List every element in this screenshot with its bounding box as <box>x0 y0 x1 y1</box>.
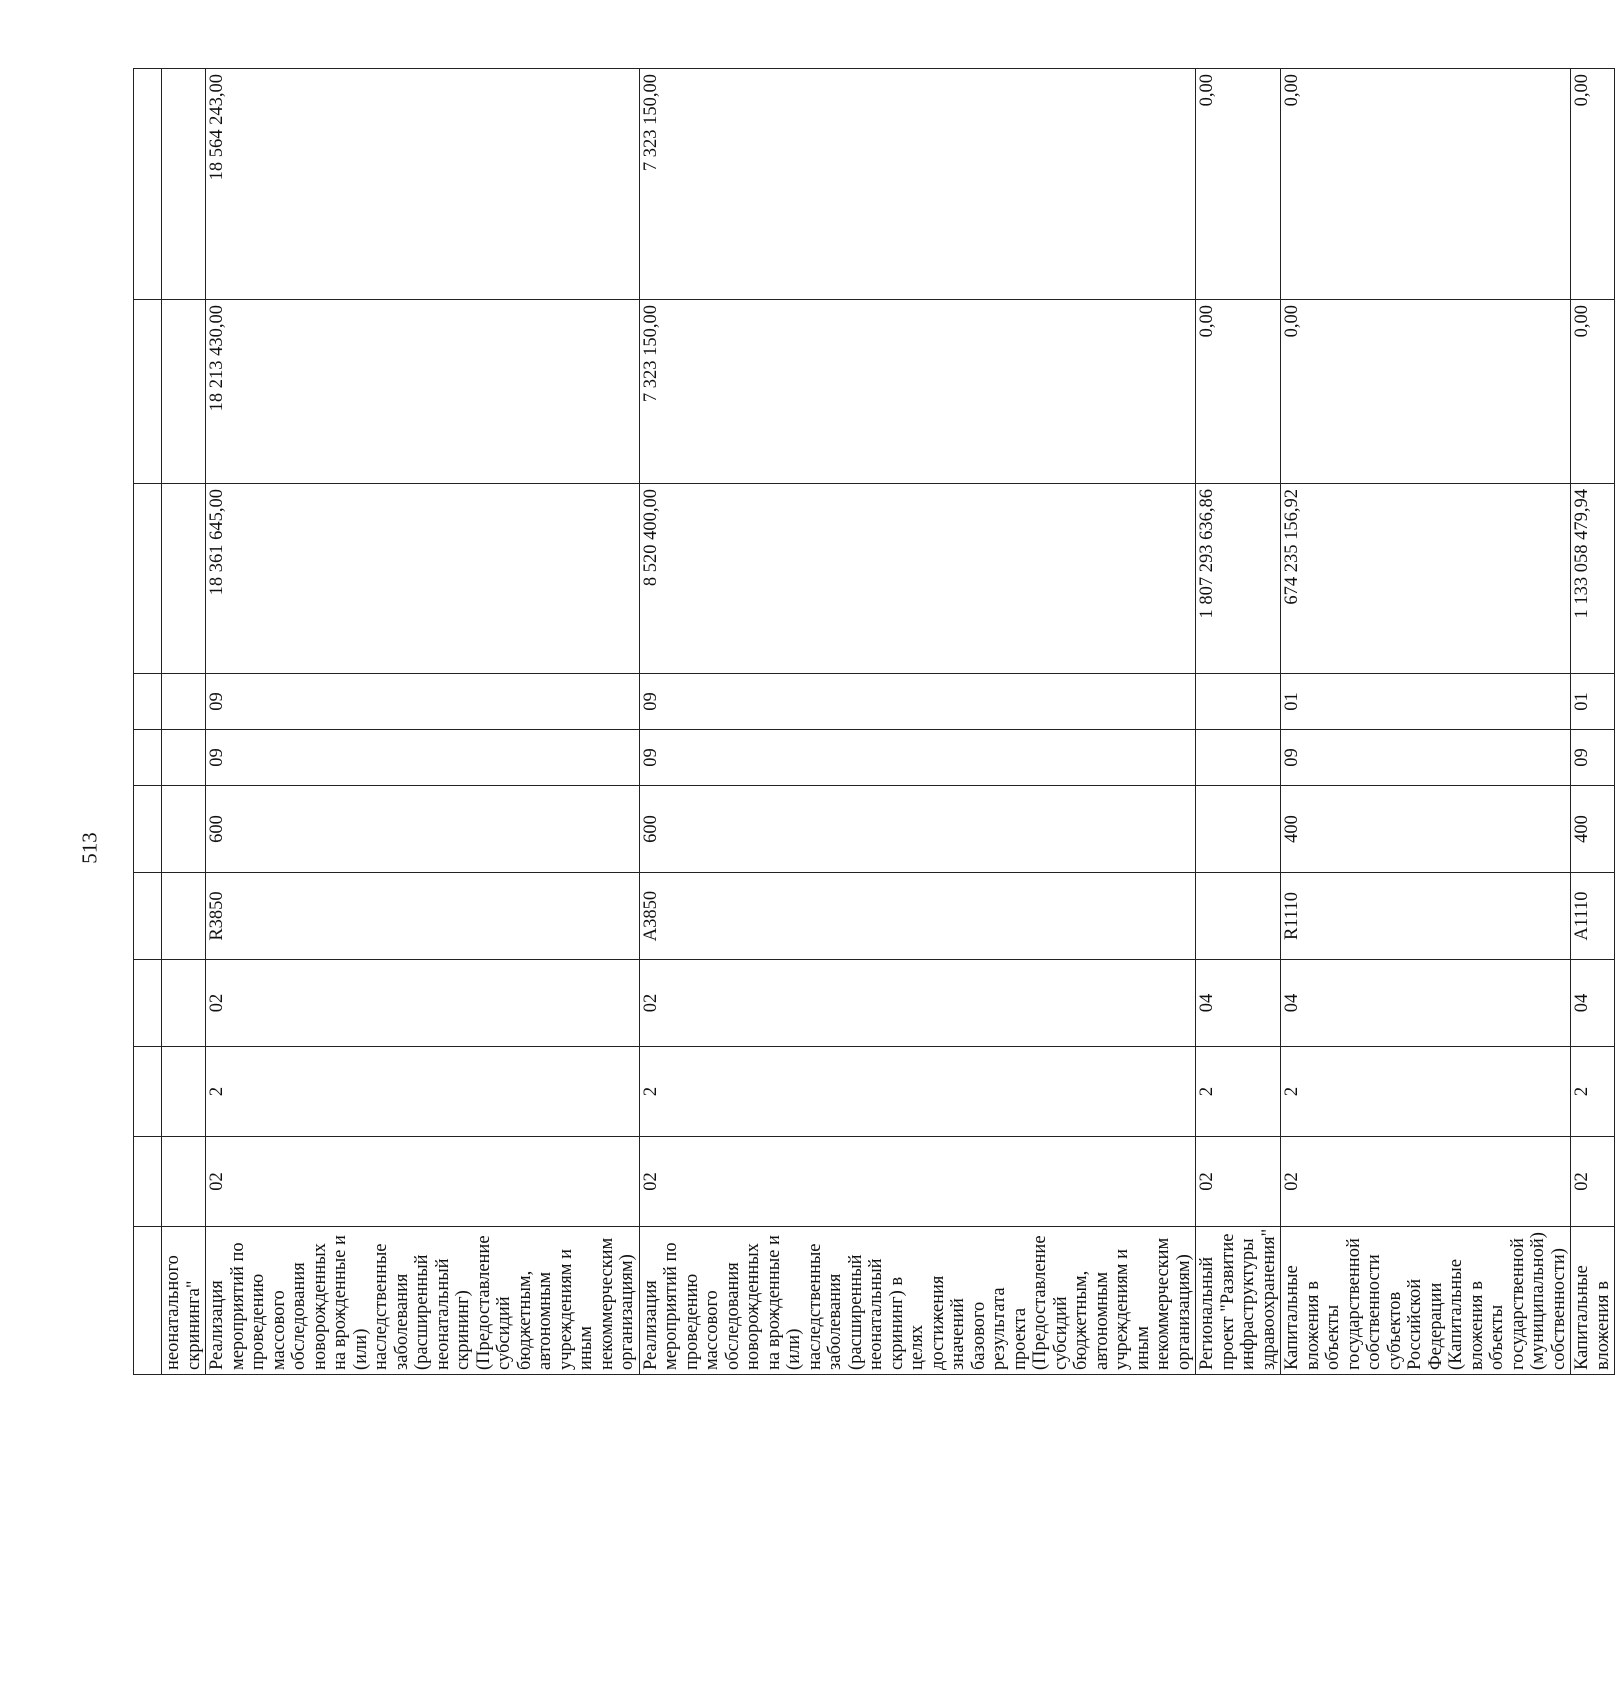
amount-cell: 1 133 058 479,94 <box>1571 484 1615 674</box>
code-cell: 09 <box>639 674 1196 730</box>
code-cell: 2 <box>206 1047 640 1137</box>
header-cell <box>134 1227 162 1375</box>
header-cell <box>134 786 162 873</box>
code-cell: А3850 <box>639 873 1196 960</box>
header-cell <box>134 730 162 786</box>
code-cell: 09 <box>1281 730 1571 786</box>
header-cell <box>134 960 162 1047</box>
code-cell: 600 <box>206 786 640 873</box>
code-cell: R1110 <box>1281 873 1571 960</box>
code-cell: 400 <box>1281 786 1571 873</box>
continuation-row <box>162 69 206 1375</box>
table-cell <box>162 484 206 674</box>
code-cell: 02 <box>206 960 640 1047</box>
amount-cell: 18 213 430,00 <box>206 300 640 484</box>
code-cell: 2 <box>1281 1047 1571 1137</box>
rotated-table-wrapper <box>133 69 1613 1375</box>
table-row <box>1196 69 1281 1375</box>
amount-cell: 0,00 <box>1281 69 1571 300</box>
code-cell: 2 <box>1196 1047 1281 1137</box>
table-cell <box>162 873 206 960</box>
table-cell <box>162 960 206 1047</box>
code-cell: 02 <box>1196 1137 1281 1227</box>
code-cell: 04 <box>1196 960 1281 1047</box>
code-cell: 01 <box>1571 674 1615 730</box>
code-cell: 2 <box>639 1047 1196 1137</box>
code-cell: 04 <box>1571 960 1615 1047</box>
continuation-text: неонатального скрининга" <box>162 1227 206 1375</box>
amount-cell: 0,00 <box>1281 300 1571 484</box>
table-cell <box>162 730 206 786</box>
table-row <box>639 69 1196 1375</box>
code-cell: 02 <box>639 1137 1196 1227</box>
code-cell <box>1196 786 1281 873</box>
header-cell <box>134 674 162 730</box>
amount-cell: 0,00 <box>1196 69 1281 300</box>
table-cell <box>162 786 206 873</box>
amount-cell: 8 520 400,00 <box>639 484 1196 674</box>
code-cell: R3850 <box>206 873 640 960</box>
amount-cell: 7 323 150,00 <box>639 69 1196 300</box>
code-cell: 09 <box>639 730 1196 786</box>
header-cell <box>134 300 162 484</box>
row-name: Капитальные вложения в объекты государственной собственности субъектов Российской Федерации (Капитальные вложения в объекты государственной (муниципальной) собственности) <box>1281 1227 1571 1375</box>
table-cell <box>162 69 206 300</box>
amount-cell: 18 361 645,00 <box>206 484 640 674</box>
amount-cell: 0,00 <box>1571 300 1615 484</box>
amount-cell: 0,00 <box>1196 300 1281 484</box>
code-cell: 02 <box>206 1137 640 1227</box>
amount-cell: 7 323 150,00 <box>639 300 1196 484</box>
amount-cell: 1 807 293 636,86 <box>1196 484 1281 674</box>
code-cell <box>1196 730 1281 786</box>
code-cell: 2 <box>1571 1047 1615 1137</box>
header-cell <box>134 1047 162 1137</box>
code-cell <box>1196 674 1281 730</box>
page-number: 513 <box>77 832 102 864</box>
table-cell <box>162 1137 206 1227</box>
code-cell: 09 <box>206 730 640 786</box>
code-cell: 09 <box>1571 730 1615 786</box>
table-row <box>1281 69 1571 1375</box>
row-name: Региональный проект "Развитие инфраструктуры здравоохранения" <box>1196 1227 1281 1375</box>
code-cell <box>1196 873 1281 960</box>
table-cell <box>162 674 206 730</box>
row-name: Капитальные вложения в <box>1571 1227 1615 1375</box>
amount-cell: 674 235 156,92 <box>1281 484 1571 674</box>
table-row <box>206 69 640 1375</box>
row-name: Реализация мероприятий по проведению массового обследования новорожденных на врожденные и (или) наследственные заболевания (расширенный неонатальный скрининг) (Предоставление субсидий бюджетным, автономным учреждениям и иным некоммерческим организациям) <box>206 1227 640 1375</box>
header-cell <box>134 69 162 300</box>
code-cell: 02 <box>1281 1137 1571 1227</box>
header-cell <box>134 873 162 960</box>
table-row <box>1571 69 1615 1375</box>
header-cell <box>134 1137 162 1227</box>
header-cell <box>134 484 162 674</box>
code-cell: 02 <box>1571 1137 1615 1227</box>
code-cell: 01 <box>1281 674 1571 730</box>
code-cell: 02 <box>639 960 1196 1047</box>
code-cell: 600 <box>639 786 1196 873</box>
code-cell: 04 <box>1281 960 1571 1047</box>
code-cell: А1110 <box>1571 873 1615 960</box>
code-cell: 09 <box>206 674 640 730</box>
budget-table <box>133 68 1615 1375</box>
amount-cell: 18 564 243,00 <box>206 69 640 300</box>
amount-cell: 0,00 <box>1571 69 1615 300</box>
table-cell <box>162 300 206 484</box>
table-cell <box>162 1047 206 1137</box>
row-name: Реализация мероприятий по проведению массового обследования новорожденных на врожденные и (или) наследственные заболевания (расширенный неонатальный скрининг) в целях достижения значений базового результата проекта (Предоставление субсидий бюджетным, автономным учреждениям и иным некоммерческим организациям) <box>639 1227 1196 1375</box>
code-cell: 400 <box>1571 786 1615 873</box>
header-row <box>134 69 162 1375</box>
